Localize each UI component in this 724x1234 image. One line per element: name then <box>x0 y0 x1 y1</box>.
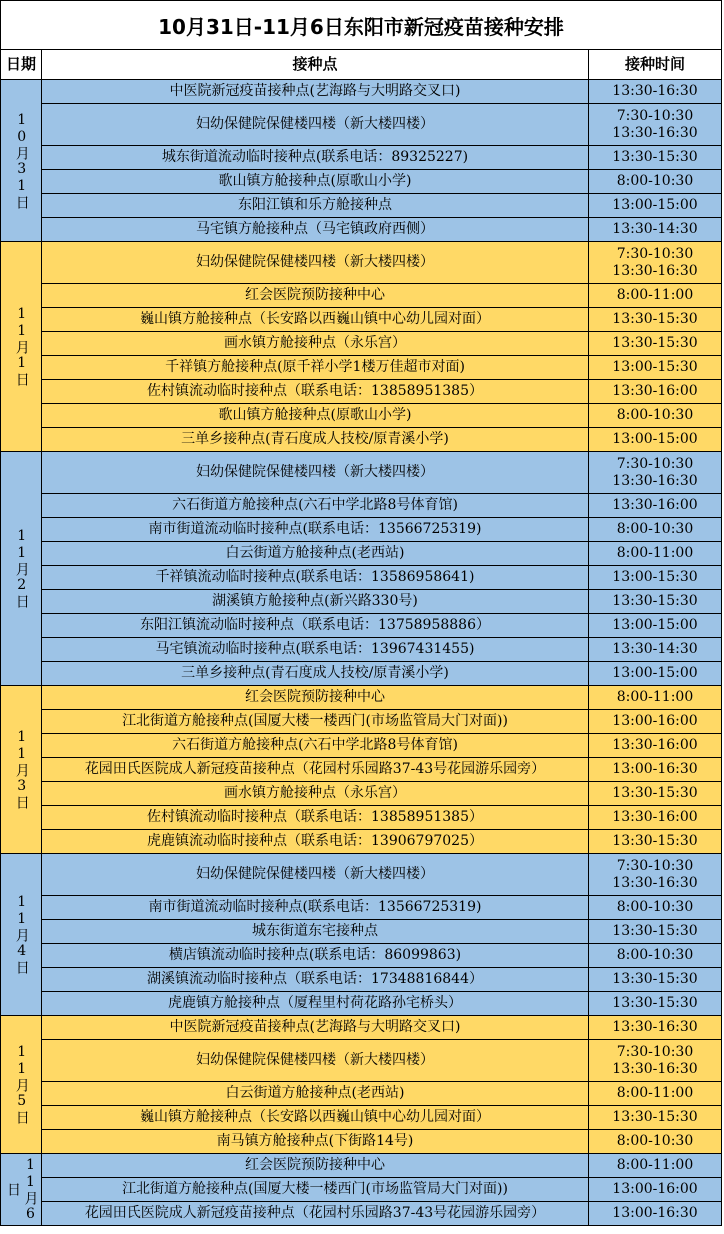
time-cell <box>589 830 722 854</box>
time-cell <box>589 758 722 782</box>
date-cell <box>0 686 42 854</box>
site-cell <box>42 284 589 308</box>
time-slot: 13:30-16:00 <box>612 383 698 400</box>
time-cell <box>589 992 722 1016</box>
site-cell <box>42 1040 589 1082</box>
site-name: 城东街道东宅接种点 <box>252 922 378 939</box>
header-date <box>0 50 42 80</box>
time-cell <box>589 968 722 992</box>
site-name: 东阳江镇流动临时接种点（联系电话：13758958886） <box>140 616 490 633</box>
time-slot: 7:30-10:30 <box>616 455 694 472</box>
site-cell <box>42 356 589 380</box>
date-cell <box>0 452 42 686</box>
site-name: 花园田氏医院成人新冠疫苗接种点（花园村乐园路37-43号花园游乐园旁） <box>84 760 546 777</box>
time-cell <box>589 1040 722 1082</box>
site-cell <box>42 590 589 614</box>
time-slot: 8:00-11:00 <box>616 1157 694 1174</box>
site-cell <box>42 710 589 734</box>
time-slot: 13:30-15:30 <box>612 1109 698 1126</box>
time-slot: 13:30-15:30 <box>612 785 698 802</box>
time-slot: 7:30-10:30 <box>616 1043 694 1060</box>
time-slot: 13:00-16:00 <box>612 1181 698 1198</box>
header-date-label: 日期 <box>5 55 36 74</box>
time-cell <box>589 944 722 968</box>
site-name: 虎鹿镇方舱接种点（厦程里村荷花路孙宅桥头） <box>168 994 462 1011</box>
site-cell <box>42 638 589 662</box>
site-cell <box>42 404 589 428</box>
time-slot: 13:00-16:00 <box>612 713 698 730</box>
time-slot: 13:30-15:30 <box>612 593 698 610</box>
page-title: 10月31日-11月6日东阳市新冠疫苗接种安排 <box>0 0 722 50</box>
site-name: 江北街道方舱接种点(国厦大楼一楼西门(市场监管局大门对面)) <box>122 1180 508 1197</box>
time-slot: 8:00-10:30 <box>616 947 694 964</box>
time-cell <box>589 332 722 356</box>
site-cell <box>42 170 589 194</box>
header-site <box>42 50 589 80</box>
time-slot: 13:30-15:30 <box>612 995 698 1012</box>
site-cell <box>42 104 589 146</box>
site-cell <box>42 518 589 542</box>
date-label: 11月6日 <box>5 1156 39 1223</box>
date-label: 11月1日 <box>13 306 30 387</box>
site-name: 东阳江镇和乐方舱接种点 <box>238 196 392 213</box>
time-slot: 13:30-16:30 <box>612 1060 698 1077</box>
time-slot: 8:00-10:30 <box>616 173 694 190</box>
header-time <box>589 50 722 80</box>
site-name: 妇幼保健院保健楼四楼（新大楼四楼） <box>196 463 434 480</box>
time-slot: 13:30-16:30 <box>612 874 698 891</box>
site-name: 歌山镇方舱接种点(原歌山小学) <box>218 172 412 189</box>
site-name: 千祥镇方舱接种点(原千祥小学1楼万佳超市对面) <box>165 358 465 375</box>
time-slot: 13:00-16:30 <box>612 1205 698 1222</box>
site-name: 妇幼保健院保健楼四楼（新大楼四楼） <box>196 865 434 882</box>
date-cell <box>0 1154 42 1226</box>
site-cell <box>42 1106 589 1130</box>
date-label: 10月31日 <box>13 111 30 210</box>
time-cell <box>589 80 722 104</box>
time-slot: 13:30-15:30 <box>612 833 698 850</box>
site-name: 巍山镇方舱接种点（长安路以西巍山镇中心幼儿园对面） <box>140 310 490 327</box>
site-cell <box>42 308 589 332</box>
time-cell <box>589 170 722 194</box>
site-name: 白云街道方舱接种点(老西站) <box>225 1084 405 1101</box>
site-cell <box>42 242 589 284</box>
time-slot: 13:30-15:30 <box>612 971 698 988</box>
site-name: 巍山镇方舱接种点（长安路以西巍山镇中心幼儿园对面） <box>140 1108 490 1125</box>
time-cell <box>589 782 722 806</box>
site-cell <box>42 758 589 782</box>
time-slot: 13:30-16:30 <box>612 1019 698 1036</box>
time-slot: 13:00-15:00 <box>612 431 698 448</box>
site-cell <box>42 734 589 758</box>
time-cell <box>589 566 722 590</box>
date-label: 11月4日 <box>13 894 30 975</box>
time-cell <box>589 854 722 896</box>
site-name: 马宅镇方舱接种点（马宅镇政府西侧） <box>196 220 434 237</box>
time-cell <box>589 146 722 170</box>
site-name: 中医院新冠疫苗接种点(艺海路与大明路交叉口) <box>169 1018 461 1035</box>
time-slot: 7:30-10:30 <box>616 107 694 124</box>
date-cell <box>0 854 42 1016</box>
header-site-label: 接种点 <box>292 55 338 74</box>
site-cell <box>42 944 589 968</box>
site-cell <box>42 542 589 566</box>
site-name: 白云街道方舱接种点(老西站) <box>225 544 405 561</box>
time-cell <box>589 308 722 332</box>
time-cell <box>589 542 722 566</box>
time-cell <box>589 380 722 404</box>
site-cell <box>42 1178 589 1202</box>
site-cell <box>42 1082 589 1106</box>
time-slot: 13:00-15:30 <box>612 569 698 586</box>
time-slot: 13:30-16:30 <box>612 124 698 141</box>
site-cell <box>42 1130 589 1154</box>
time-cell <box>589 1130 722 1154</box>
site-name: 画水镇方舱接种点（永乐宫） <box>224 784 406 801</box>
time-cell <box>589 284 722 308</box>
time-cell <box>589 638 722 662</box>
time-cell <box>589 896 722 920</box>
time-slot: 8:00-11:00 <box>616 545 694 562</box>
site-cell <box>42 146 589 170</box>
site-name: 花园田氏医院成人新冠疫苗接种点（花园村乐园路37-43号花园游乐园旁） <box>84 1204 546 1221</box>
time-cell <box>589 686 722 710</box>
time-slot: 13:30-15:30 <box>612 149 698 166</box>
time-cell <box>589 710 722 734</box>
time-cell <box>589 194 722 218</box>
site-name: 南马镇方舱接种点(下街路14号) <box>216 1132 414 1149</box>
site-cell <box>42 854 589 896</box>
time-slot: 7:30-10:30 <box>616 857 694 874</box>
time-slot: 13:30-16:00 <box>612 497 698 514</box>
time-slot: 7:30-10:30 <box>616 245 694 262</box>
site-cell <box>42 1154 589 1178</box>
site-cell <box>42 992 589 1016</box>
site-cell <box>42 428 589 452</box>
time-slot: 13:30-14:30 <box>612 221 698 238</box>
site-cell <box>42 380 589 404</box>
site-cell <box>42 452 589 494</box>
site-name: 城东街道流动临时接种点(联系电话：89325227) <box>161 148 469 165</box>
time-cell <box>589 218 722 242</box>
time-slot: 13:30-14:30 <box>612 641 698 658</box>
time-cell <box>589 806 722 830</box>
site-name: 千祥镇流动临时接种点(联系电话：13586958641) <box>155 568 475 585</box>
site-name: 佐村镇流动临时接种点（联系电话：13858951385） <box>147 808 483 825</box>
time-cell <box>589 1202 722 1226</box>
time-slot: 13:30-16:00 <box>612 809 698 826</box>
site-name: 三单乡接种点(青石度成人技校/原青溪小学) <box>181 664 449 681</box>
time-slot: 13:30-15:30 <box>612 335 698 352</box>
site-name: 江北街道方舱接种点(国厦大楼一楼西门(市场监管局大门对面)) <box>122 712 508 729</box>
site-cell <box>42 830 589 854</box>
date-cell <box>0 242 42 452</box>
site-cell <box>42 920 589 944</box>
time-cell <box>589 1016 722 1040</box>
site-cell <box>42 1202 589 1226</box>
site-name: 南市街道流动临时接种点(联系电话：13566725319) <box>148 520 482 537</box>
header-time-label: 接种时间 <box>624 55 685 74</box>
site-cell <box>42 614 589 638</box>
site-cell <box>42 494 589 518</box>
time-cell <box>589 404 722 428</box>
time-cell <box>589 356 722 380</box>
time-cell <box>589 242 722 284</box>
site-cell <box>42 806 589 830</box>
time-cell <box>589 1106 722 1130</box>
time-cell <box>589 590 722 614</box>
date-label: 11月5日 <box>13 1044 30 1125</box>
time-cell <box>589 494 722 518</box>
site-name: 南市街道流动临时接种点(联系电话：13566725319) <box>148 898 482 915</box>
site-cell <box>42 686 589 710</box>
time-slot: 8:00-11:00 <box>616 287 694 304</box>
site-cell <box>42 896 589 920</box>
site-cell <box>42 80 589 104</box>
time-cell <box>589 662 722 686</box>
time-slot: 8:00-10:30 <box>616 899 694 916</box>
time-cell <box>589 734 722 758</box>
time-cell <box>589 1154 722 1178</box>
site-name: 红会医院预防接种中心 <box>245 688 385 705</box>
date-cell <box>0 1016 42 1154</box>
site-name: 红会医院预防接种中心 <box>245 286 385 303</box>
time-slot: 8:00-10:30 <box>616 1133 694 1150</box>
time-slot: 13:30-15:30 <box>612 923 698 940</box>
time-slot: 13:30-16:30 <box>612 262 698 279</box>
time-slot: 13:00-15:00 <box>612 197 698 214</box>
site-cell <box>42 194 589 218</box>
time-slot: 13:30-15:30 <box>612 311 698 328</box>
site-name: 歌山镇方舱接种点(原歌山小学) <box>218 406 412 423</box>
site-name: 画水镇方舱接种点（永乐宫） <box>224 334 406 351</box>
time-cell <box>589 920 722 944</box>
time-slot: 8:00-11:00 <box>616 1085 694 1102</box>
site-cell <box>42 218 589 242</box>
time-cell <box>589 452 722 494</box>
site-name: 三单乡接种点(青石度成人技校/原青溪小学) <box>181 430 449 447</box>
time-cell <box>589 428 722 452</box>
site-name: 六石街道方舱接种点(六石中学北路8号体育馆) <box>172 496 458 513</box>
time-slot: 8:00-10:30 <box>616 407 694 424</box>
site-name: 马宅镇流动临时接种点(联系电话：13967431455) <box>155 640 475 657</box>
date-label: 11月3日 <box>13 729 30 810</box>
time-slot: 13:30-16:30 <box>612 83 698 100</box>
site-name: 中医院新冠疫苗接种点(艺海路与大明路交叉口) <box>169 82 461 99</box>
site-cell <box>42 1016 589 1040</box>
site-name: 妇幼保健院保健楼四楼（新大楼四楼） <box>196 253 434 270</box>
site-name: 佐村镇流动临时接种点（联系电话：13858951385） <box>147 382 483 399</box>
time-slot: 13:00-15:00 <box>612 665 698 682</box>
time-slot: 13:00-16:30 <box>612 761 698 778</box>
time-slot: 13:00-15:30 <box>612 359 698 376</box>
time-slot: 8:00-11:00 <box>616 689 694 706</box>
time-cell <box>589 1082 722 1106</box>
time-slot: 13:00-15:00 <box>612 617 698 634</box>
site-name: 红会医院预防接种中心 <box>245 1156 385 1173</box>
site-cell <box>42 662 589 686</box>
time-slot: 8:00-10:30 <box>616 521 694 538</box>
site-cell <box>42 968 589 992</box>
site-name: 横店镇流动临时接种点(联系电话：86099863) <box>168 946 462 963</box>
time-slot: 13:30-16:00 <box>612 737 698 754</box>
site-name: 六石街道方舱接种点(六石中学北路8号体育馆) <box>172 736 458 753</box>
time-slot: 13:30-16:30 <box>612 472 698 489</box>
date-label: 11月2日 <box>13 528 30 609</box>
site-name: 湖溪镇方舱接种点(新兴路330号) <box>212 592 418 609</box>
time-cell <box>589 1178 722 1202</box>
site-name: 妇幼保健院保健楼四楼（新大楼四楼） <box>196 1051 434 1068</box>
site-cell <box>42 332 589 356</box>
site-cell <box>42 566 589 590</box>
site-name: 湖溪镇流动临时接种点（联系电话：17348816844） <box>147 970 483 987</box>
time-cell <box>589 104 722 146</box>
time-cell <box>589 518 722 542</box>
time-cell <box>589 614 722 638</box>
site-name: 妇幼保健院保健楼四楼（新大楼四楼） <box>196 115 434 132</box>
date-cell <box>0 80 42 242</box>
site-name: 虎鹿镇流动临时接种点（联系电话：13906797025） <box>147 832 483 849</box>
site-cell <box>42 782 589 806</box>
